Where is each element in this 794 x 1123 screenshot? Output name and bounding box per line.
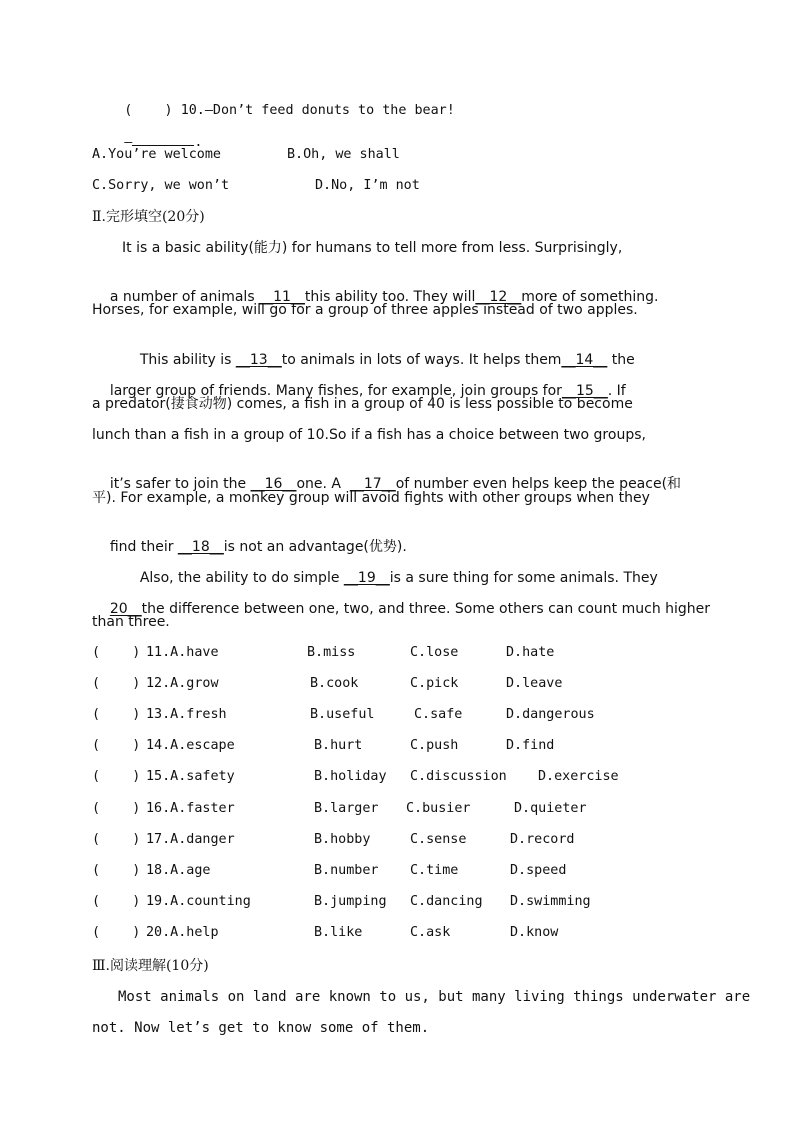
option-b: B.holiday [314,769,387,785]
option-d: D.leave [506,676,563,692]
option-a: 19.A.counting [146,893,251,909]
passage-line: lunch than a fish in a group of 10.So if a fish has a choice between two groups, [92,427,646,443]
passage-line: find their __18__is not an advantage(优势). [109,539,407,555]
answer-end: . [194,135,203,150]
passage-line: 20__the difference between one, two, and three. Some others can count much higher [109,601,711,617]
option-b: B.hurt [314,738,363,754]
option-d: D.exercise [538,769,619,785]
answer-paren: ( ) [92,924,141,940]
option-a: 18.A.age [146,862,211,878]
blank-12: __12__ [475,289,522,305]
option-a: 12.A.grow [146,676,219,692]
option-c: C.sense [410,831,467,847]
blank-15: __15__ [561,383,608,399]
answer-paren: ( ) [92,862,141,878]
answer-paren: ( ) [92,893,141,909]
answer-paren: ( ) [124,103,173,118]
option-b: B.jumping [314,893,387,909]
option-d: D.speed [510,862,567,878]
passage-line: a predator(捿食动物) comes, a fish in a group of 40 is less possible to become [92,396,633,412]
option-c: C.discussion [410,769,507,785]
option-c: C.time [410,862,459,878]
option-b: B.larger [314,800,379,816]
answer-paren: ( ) [92,738,141,754]
passage-line: larger group of friends. Many fishes, for example, join groups for__15__. If [109,383,626,399]
option-c: C.push [410,738,459,754]
answer-dash: — [124,135,133,150]
option-a: A.You’re welcome [92,147,221,162]
option-b: B.useful [310,707,375,723]
option-b: B.hobby [314,831,371,847]
option-c: C.pick [410,676,459,692]
passage-line: 平). For example, a monkey group will avoid fights with other groups when they [92,490,650,506]
blank-18: __18__ [177,539,224,555]
passage-line: This ability is __13__to animals in lots of ways. It helps them__14__ the [139,352,635,368]
answer-paren: ( ) [92,769,141,785]
option-d: D.quieter [514,800,587,816]
section-heading-reading: Ⅲ.阅读理解(10分) [92,958,209,974]
blank-19: __19__ [343,570,390,586]
option-c: C.ask [410,924,451,940]
option-d: D.know [510,924,559,940]
option-c: C.safe [414,707,463,723]
option-d: D.dangerous [506,707,595,723]
option-c: C.Sorry, we won’t [92,178,230,193]
answer-paren: ( ) [92,676,141,692]
blank-14: __14__ [561,352,608,368]
option-a: 20.A.help [146,924,219,940]
answer-paren: ( ) [92,831,141,847]
answer-paren: ( ) [92,707,141,723]
blank-17: __17__ [349,476,396,492]
option-d: D.No, I’m not [315,178,420,193]
option-a: 13.A.fresh [146,707,227,723]
passage-line: a number of animals __11__this ability too. They will__12__more of something. [109,289,659,305]
passage-line: than three. [92,614,170,630]
option-d: D.swimming [510,893,591,909]
option-b: B.Oh, we shall [287,147,400,162]
option-d: D.record [510,831,575,847]
answer-paren: ( ) [92,800,141,816]
passage-line: not. Now let’s get to know some of them. [92,1020,430,1036]
section-heading-cloze: Ⅱ.完形填空(20分) [92,209,205,225]
option-a: 14.A.escape [146,738,235,754]
option-a: 16.A.faster [146,800,235,816]
blank-11: __11__ [259,289,305,305]
option-c: C.dancing [410,893,483,909]
passage-line: Horses, for example, will go for a group of three apples instead of two apples. [92,302,638,318]
passage-line: Most animals on land are known to us, but many living things underwater are [118,989,751,1005]
blank-20: 20__ [109,601,142,617]
blank-16: __16__ [250,476,297,492]
passage-line: It is a basic ability(能力) for humans to tell more from less. Surprisingly, [122,240,623,256]
option-c: C.busier [406,800,471,816]
passage-line: Also, the ability to do simple __19__is a sure thing for some animals. They [139,570,658,586]
option-b: B.number [314,862,379,878]
blank-13: __13__ [235,352,282,368]
option-a: 17.A.danger [146,831,235,847]
option-a: 15.A.safety [146,769,235,785]
question-text: 10.—Don’t feed donuts to the bear! [180,103,455,118]
answer-paren: ( ) [92,645,141,660]
option-b: B.like [314,924,363,940]
option-b: B.cook [310,676,359,692]
answer-blank [132,133,194,146]
option-c: C.lose [410,645,459,660]
option-d: D.find [506,738,555,754]
option-d: D.hate [506,645,555,660]
option-b: B.miss [307,645,356,660]
option-a: 11.A.have [146,645,219,660]
passage-line: it’s safer to join the __16__one. A __17__of number even helps keep the peace(和 [109,476,682,492]
